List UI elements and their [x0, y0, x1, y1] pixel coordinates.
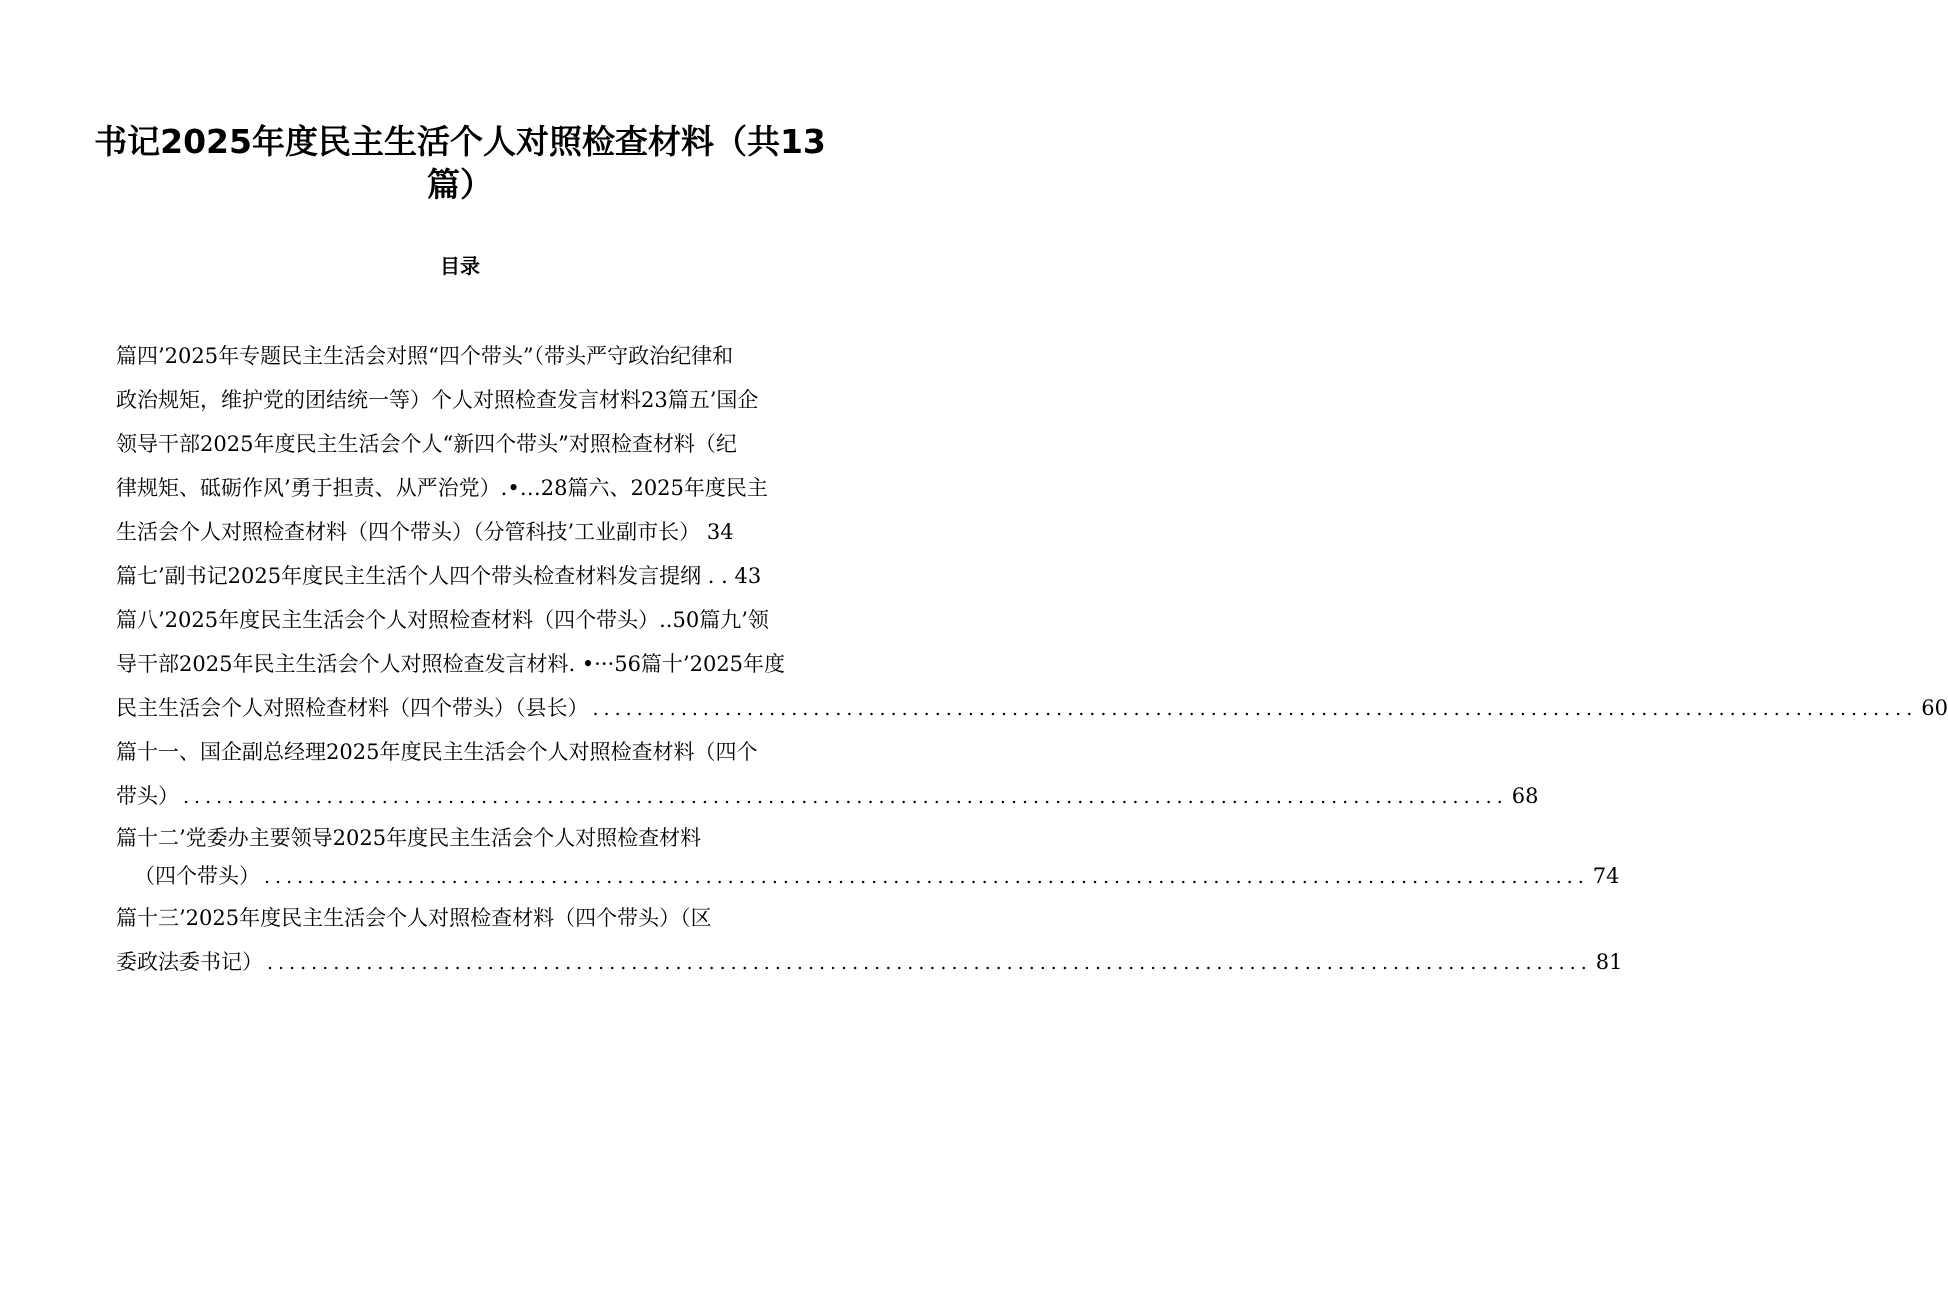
toc-line: 政治规矩，维护党的团结统一等）个人对照检查发言材料23篇五’国企 — [116, 388, 759, 412]
toc-line: 篇四’2025年专题民主生活会对照“四个带头”（带头严守政治纪律和 — [116, 344, 734, 368]
dot-leader: ........................................................................................................................ — [183, 786, 1508, 808]
toc-line: 领导干部2025年度民主生活会个人“新四个带头”对照检查材料（纪 — [116, 432, 737, 456]
dot-leader: ........................................................................................................................ — [267, 952, 1592, 974]
toc-entry — [116, 780, 1539, 812]
toc-entry-title: 民主生活会个人对照检查材料（四个带头）（县长） — [116, 696, 589, 720]
toc-page-number: 81 — [1595, 950, 1623, 974]
toc-line: 篇七’副书记2025年度民主生活个人四个带头检查材料发言提纲 . . 43 — [116, 564, 762, 588]
toc-entry-title: （四个带头） — [134, 864, 260, 888]
toc-entry — [116, 692, 1948, 724]
toc-line: 篇八’2025年度民主生活会个人对照检查材料（四个带头）..50篇九’领 — [116, 608, 769, 632]
toc-entry-title-line: 篇十三’2025年度民主生活会个人对照检查材料（四个带头）（区 — [116, 906, 712, 930]
toc-entry — [134, 860, 1620, 892]
toc-page-number: 60 — [1921, 696, 1948, 720]
toc-line: 律规矩、砥砺作风’勇于担责、从严治党）.•…28篇六、2025年度民主 — [116, 476, 768, 500]
toc-entry-title: 委政法委书记） — [116, 950, 263, 974]
toc-page-number: 74 — [1592, 864, 1620, 888]
toc-entry-title: 带头） — [116, 784, 179, 808]
toc-heading: 目录 — [440, 254, 480, 278]
toc-line: 导干部2025年民主生活会个人对照检查发言材料. •···56篇十’2025年度 — [116, 652, 786, 676]
toc-entry-title-line: 篇十二’党委办主要领导2025年度民主生活会个人对照检查材料 — [116, 826, 702, 850]
toc-entry-title-line: 篇十一、国企副总经理2025年度民主生活会个人对照检查材料（四个 — [116, 740, 758, 764]
toc-entry — [116, 946, 1623, 978]
dot-leader: ........................................................................................................................ — [592, 698, 1918, 720]
toc-line: 生活会个人对照检查材料（四个带头）（分管科技’工业副市长） 34 — [116, 520, 734, 544]
dot-leader: ........................................................................................................................ — [264, 866, 1589, 888]
document-title-line-1: 书记2025年度民主生活个人对照检查材料（共13 — [94, 122, 826, 161]
document-title-line-2: 篇） — [427, 165, 493, 204]
toc-page-number: 68 — [1511, 784, 1539, 808]
